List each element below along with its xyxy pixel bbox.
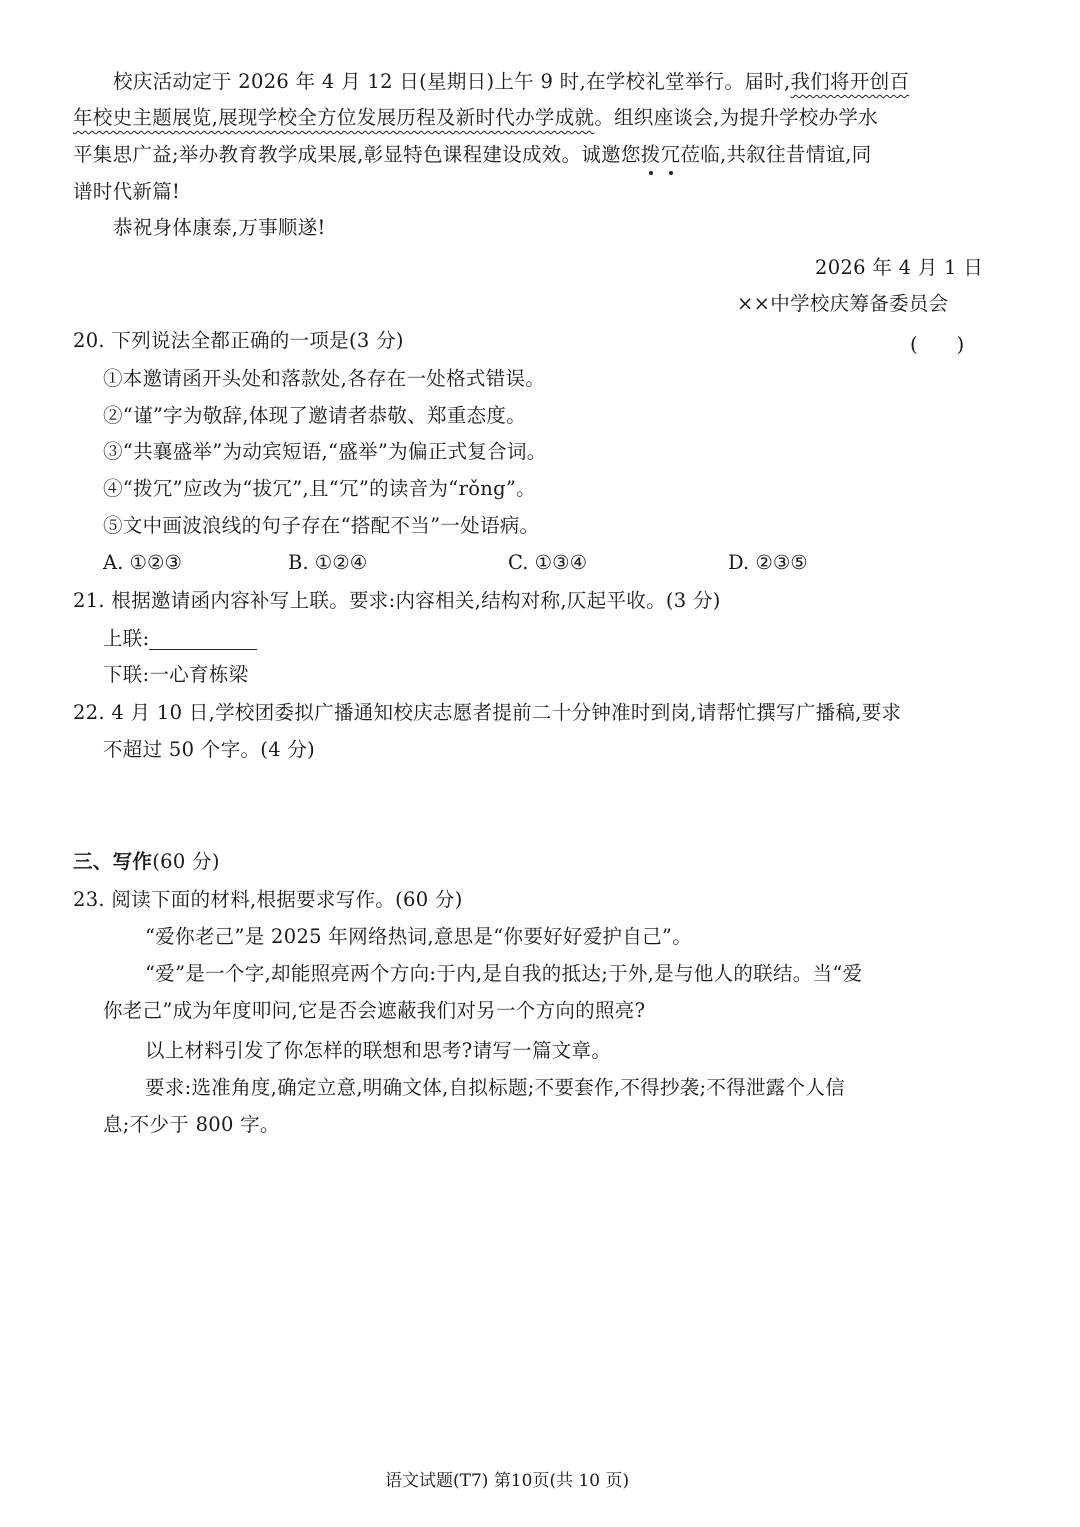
- letter-text: 校庆活动定于 2026 年 4 月 12 日(星期日)上午 9 时,在学校礼堂举行。届时,: [113, 70, 791, 93]
- section-heading: [73, 850, 220, 873]
- wavy-underlined-sentence: 年校史主题展览,展现学校全方位发展历程及新时代办学成就: [73, 106, 595, 129]
- q20-stem: 20. 下列说法全都正确的一项是(3 分): [73, 329, 404, 352]
- q20-option-a[interactable]: A. ①②③: [103, 551, 182, 574]
- q23-material-line: “爱”是一个字,却能照亮两个方向:于内,是自我的抵达;于外,是与他人的联结。当“爱: [145, 962, 863, 985]
- letter-paragraph-line: [73, 143, 872, 166]
- q21-answer-blank[interactable]: [149, 629, 257, 650]
- letter-text: 。组织座谈会,为提升学校办学水: [594, 106, 879, 129]
- letter-closing: 恭祝身体康泰,万事顺遂!: [113, 216, 326, 239]
- q22-stem-line: 22. 4 月 10 日,学校团委拟广播通知校庆志愿者提前二十分钟准时到岗,请帮忙撰写广播稿,要求: [73, 701, 902, 724]
- section-title: 三、写作: [73, 850, 153, 873]
- q20-option-c[interactable]: C. ①③④: [508, 551, 588, 574]
- q21-upper-label: 上联:: [103, 627, 150, 650]
- q20-statement-1: ①本邀请函开头处和落款处,各存在一处格式错误。: [103, 367, 546, 390]
- q20-statement-2: ②“谨”字为敬辞,体现了邀请者恭敬、郑重态度。: [103, 404, 527, 427]
- q21-stem: 21. 根据邀请函内容补写上联。要求:内容相关,结构对称,仄起平收。(3 分): [73, 589, 721, 612]
- q23-stem: 23. 阅读下面的材料,根据要求写作。(60 分): [73, 888, 463, 911]
- emphasis-dotted-char: 拨: [640, 143, 661, 166]
- q22-stem-line: 不超过 50 个字。(4 分): [103, 738, 316, 761]
- q21-lower-couplet: 下联:一心育栋梁: [103, 663, 249, 686]
- q20-answer-parentheses[interactable]: ( ): [910, 333, 965, 356]
- q21-upper-couplet: [103, 627, 257, 650]
- section-score: (60 分): [152, 850, 220, 873]
- q20-statement-4: ④“拨冗”应改为“拔冗”,且“冗”的读音为“rǒng”。: [103, 477, 536, 500]
- q20-statement-5: ⑤文中画波浪线的句子存在“搭配不当”一处语病。: [103, 514, 540, 537]
- wavy-underlined-sentence: 我们将开创百: [790, 70, 910, 93]
- letter-date: 2026 年 4 月 1 日: [815, 256, 984, 279]
- letter-paragraph-line: [113, 70, 909, 93]
- q23-requirements: 息;不少于 800 字。: [103, 1113, 280, 1136]
- q20-option-b[interactable]: B. ①②④: [288, 551, 368, 574]
- q23-requirements: 要求:选准角度,确定立意,明确文体,自拟标题;不要套作,不得抄袭;不得泄露个人信: [145, 1076, 846, 1099]
- page-footer: 语文试题(T7) 第10页(共 10 页): [385, 1471, 630, 1491]
- q20-option-d[interactable]: D. ②③⑤: [728, 551, 808, 574]
- q23-prompt: 以上材料引发了你怎样的联想和思考?请写一篇文章。: [145, 1039, 612, 1062]
- letter-sender: ××中学校庆筹备委员会: [737, 292, 949, 315]
- letter-text: 莅临,共叙往昔情谊,同: [680, 143, 872, 166]
- q20-statement-3: ③“共襄盛举”为动宾短语,“盛举”为偏正式复合词。: [103, 440, 547, 463]
- letter-paragraph-line: [73, 106, 878, 129]
- q23-material-line: 你老己”成为年度叩问,它是否会遮蔽我们对另一个方向的照亮?: [103, 999, 646, 1022]
- letter-paragraph-line: 谱时代新篇!: [73, 180, 181, 203]
- q23-material-line: “爱你老己”是 2025 年网络热词,意思是“你要好好爱护自己”。: [145, 925, 692, 948]
- letter-text: 平集思广益;举办教育教学成果展,彰显特色课程建设成效。诚邀您: [73, 143, 641, 166]
- emphasis-dotted-char: 冗: [660, 143, 681, 166]
